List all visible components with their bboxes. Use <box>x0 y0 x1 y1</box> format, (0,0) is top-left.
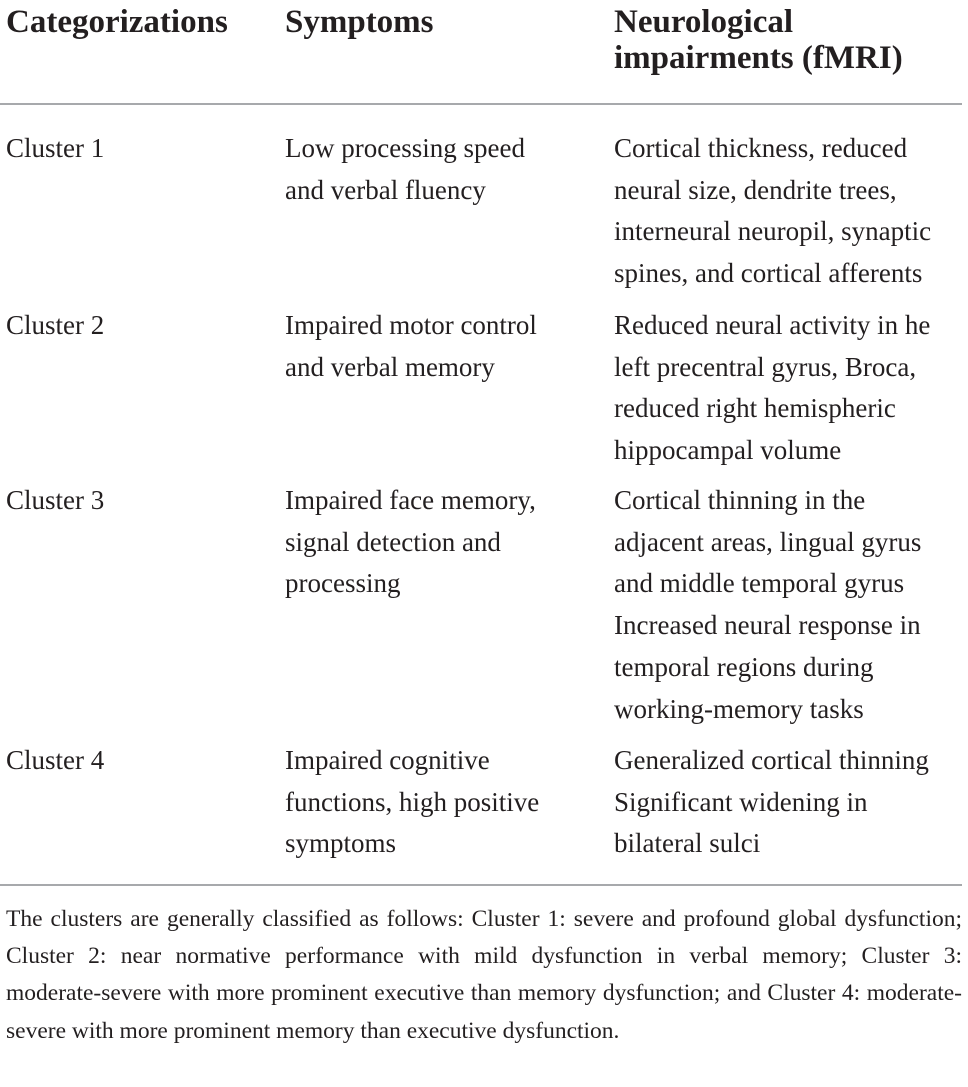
cell-category: Cluster 3 <box>6 485 105 515</box>
header-divider <box>0 103 962 105</box>
cell-symptoms: Impaired face memory, signal detection and processing <box>285 485 536 599</box>
cell-category: Cluster 4 <box>6 745 105 775</box>
header-neurological-impairments: Neurological impairments (fMRI) <box>614 4 903 76</box>
cell-symptoms: Impaired motor control and verbal memory <box>285 310 537 382</box>
cell-symptoms: Impaired cognitive functions, high positive symptoms <box>285 745 540 859</box>
cell-impairments: Reduced neural activity in he left precentral gyrus, Broca, reduced right hemispheric hippocampal volume <box>614 310 931 466</box>
cell-symptoms: Low processing speed and verbal fluency <box>285 133 525 205</box>
table-footnote: The clusters are generally classified as follows: Cluster 1: severe and profound global dysfunction; Cluster 2: near normative performance with mild dysfunction in verbal memory; Cluster 3: moderate-severe with more prominent executive than memory dysfunction; and Cluster 4: moderate-severe with more prominent memory than executive dysfunction. <box>6 906 962 1044</box>
cell-category: Cluster 1 <box>6 133 105 163</box>
footer-divider <box>0 884 962 886</box>
header-categorizations: Categorizations <box>6 4 228 40</box>
table-header <box>0 0 968 104</box>
cell-impairments: Cortical thinning in the adjacent areas, lingual gyrus and middle temporal gyrus Increased neural response in temporal regions during working-memory tasks <box>614 485 922 724</box>
cell-impairments: Cortical thickness, reduced neural size, dendrite trees, interneural neuropil, synaptic spines, and cortical afferents <box>614 133 932 289</box>
cell-category: Cluster 2 <box>6 310 105 340</box>
header-symptoms: Symptoms <box>285 4 434 40</box>
cell-impairments: Generalized cortical thinning Significant widening in bilateral sulci <box>614 745 929 859</box>
